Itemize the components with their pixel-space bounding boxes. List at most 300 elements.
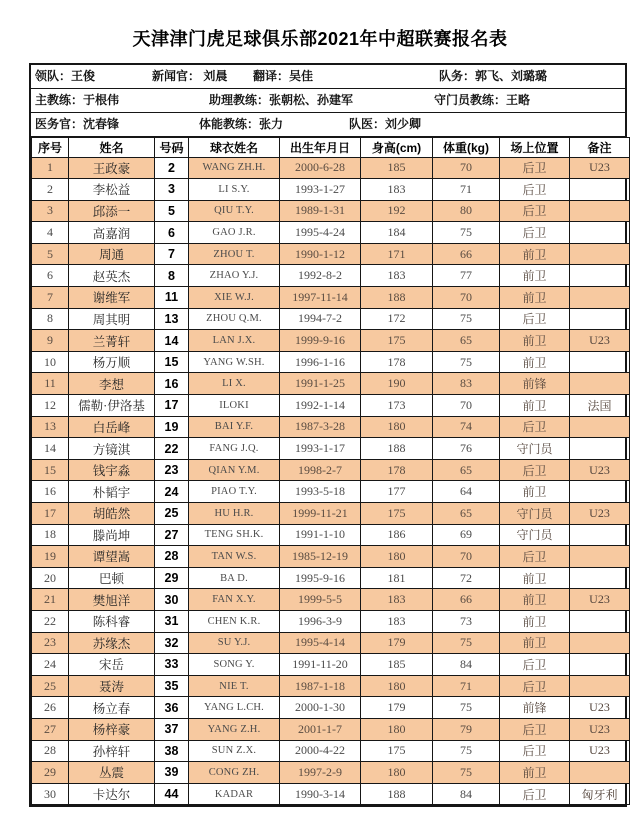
cell-position: 后卫 — [500, 740, 570, 762]
cell-name: 杨万顺 — [69, 351, 155, 373]
cell-birthdate: 1999-5-5 — [280, 589, 361, 611]
roster-row — [32, 179, 630, 201]
cell-weight: 75 — [433, 222, 500, 244]
cell-weight: 66 — [433, 589, 500, 611]
cell-jersey-name: TAN W.S. — [189, 546, 280, 568]
roster-row — [32, 697, 630, 719]
cell-jersey-name: BA D. — [189, 567, 280, 589]
cell-jersey-name: FANG J.Q. — [189, 438, 280, 460]
cell-number: 33 — [155, 654, 189, 676]
cell-index: 20 — [32, 567, 69, 589]
cell-birthdate: 1995-4-24 — [280, 222, 361, 244]
cell-number: 3 — [155, 179, 189, 201]
cell-jersey-name: ZHAO Y.J. — [189, 265, 280, 287]
roster-row — [32, 589, 630, 611]
cell-weight: 84 — [433, 654, 500, 676]
cell-weight: 69 — [433, 524, 500, 546]
cell-number: 7 — [155, 243, 189, 265]
cell-index: 2 — [32, 179, 69, 201]
cell-number: 13 — [155, 308, 189, 330]
staff-row-coaches — [31, 89, 625, 113]
cell-birthdate: 1991-11-20 — [280, 654, 361, 676]
cell-number: 25 — [155, 503, 189, 525]
roster-row — [32, 481, 630, 503]
staff-row-leaders — [31, 65, 625, 89]
cell-height: 179 — [361, 632, 433, 654]
cell-height: 184 — [361, 222, 433, 244]
cell-birthdate: 1989-1-31 — [280, 200, 361, 222]
cell-number: 27 — [155, 524, 189, 546]
cell-note — [570, 416, 630, 438]
cell-name: 聂涛 — [69, 675, 155, 697]
roster-header-row — [32, 138, 630, 158]
cell-index: 13 — [32, 416, 69, 438]
cell-name: 兰菁轩 — [69, 330, 155, 352]
cell-birthdate: 1987-3-28 — [280, 416, 361, 438]
cell-index: 1 — [32, 157, 69, 179]
cell-index: 14 — [32, 438, 69, 460]
cell-jersey-name: TENG SH.K. — [189, 524, 280, 546]
staff-entry: 新闻官： 刘晨 — [152, 69, 228, 83]
cell-index: 16 — [32, 481, 69, 503]
cell-weight: 70 — [433, 395, 500, 417]
cell-jersey-name: WANG ZH.H. — [189, 157, 280, 179]
cell-note: 匈牙利 — [570, 783, 630, 805]
cell-name: 谢维军 — [69, 287, 155, 309]
cell-name: 方镜淇 — [69, 438, 155, 460]
cell-number: 38 — [155, 740, 189, 762]
cell-height: 179 — [361, 697, 433, 719]
cell-position: 后卫 — [500, 200, 570, 222]
cell-birthdate: 1993-5-18 — [280, 481, 361, 503]
cell-position: 前卫 — [500, 265, 570, 287]
cell-name: 丛震 — [69, 762, 155, 784]
cell-weight: 76 — [433, 438, 500, 460]
roster-table — [31, 137, 630, 805]
cell-birthdate: 1995-9-16 — [280, 567, 361, 589]
cell-jersey-name: KADAR — [189, 783, 280, 805]
cell-height: 188 — [361, 783, 433, 805]
cell-weight: 73 — [433, 610, 500, 632]
cell-position: 后卫 — [500, 546, 570, 568]
cell-height: 180 — [361, 762, 433, 784]
cell-note: U23 — [570, 503, 630, 525]
cell-name: 陈科睿 — [69, 610, 155, 632]
cell-name: 卡达尔 — [69, 783, 155, 805]
cell-weight: 72 — [433, 567, 500, 589]
roster-row — [32, 243, 630, 265]
roster-row — [32, 524, 630, 546]
cell-position: 前卫 — [500, 287, 570, 309]
cell-number: 15 — [155, 351, 189, 373]
cell-position: 后卫 — [500, 416, 570, 438]
cell-number: 44 — [155, 783, 189, 805]
cell-jersey-name: YANG W.SH. — [189, 351, 280, 373]
cell-birthdate: 1997-11-14 — [280, 287, 361, 309]
cell-note — [570, 200, 630, 222]
cell-position: 前卫 — [500, 567, 570, 589]
staff-entry: 主教练：于根伟 — [35, 93, 120, 107]
cell-height: 178 — [361, 351, 433, 373]
cell-birthdate: 1996-3-9 — [280, 610, 361, 632]
column-header: 出生年月日 — [280, 138, 361, 158]
cell-weight: 75 — [433, 697, 500, 719]
cell-index: 5 — [32, 243, 69, 265]
cell-weight: 71 — [433, 675, 500, 697]
cell-jersey-name: CHEN K.R. — [189, 610, 280, 632]
cell-note — [570, 287, 630, 309]
roster-row — [32, 308, 630, 330]
cell-jersey-name: FAN X.Y. — [189, 589, 280, 611]
cell-name: 周其明 — [69, 308, 155, 330]
cell-weight: 65 — [433, 459, 500, 481]
cell-height: 185 — [361, 654, 433, 676]
cell-jersey-name: LI S.Y. — [189, 179, 280, 201]
cell-note — [570, 179, 630, 201]
cell-birthdate: 2000-6-28 — [280, 157, 361, 179]
cell-position: 前卫 — [500, 395, 570, 417]
roster-row — [32, 395, 630, 417]
cell-position: 守门员 — [500, 524, 570, 546]
staff-entry: 守门员教练：王略 — [434, 93, 531, 107]
cell-name: 苏缘杰 — [69, 632, 155, 654]
cell-height: 175 — [361, 740, 433, 762]
cell-note — [570, 373, 630, 395]
cell-position: 前卫 — [500, 610, 570, 632]
cell-weight: 75 — [433, 740, 500, 762]
roster-row — [32, 330, 630, 352]
cell-number: 28 — [155, 546, 189, 568]
cell-note — [570, 351, 630, 373]
cell-note — [570, 243, 630, 265]
roster-row — [32, 200, 630, 222]
roster-row — [32, 654, 630, 676]
cell-position: 前卫 — [500, 589, 570, 611]
cell-name: 樊旭洋 — [69, 589, 155, 611]
roster-row — [32, 610, 630, 632]
cell-height: 183 — [361, 610, 433, 632]
cell-index: 17 — [32, 503, 69, 525]
roster-row — [32, 762, 630, 784]
cell-jersey-name: CONG ZH. — [189, 762, 280, 784]
cell-number: 5 — [155, 200, 189, 222]
cell-name: 王政豪 — [69, 157, 155, 179]
cell-weight: 74 — [433, 416, 500, 438]
cell-height: 188 — [361, 438, 433, 460]
cell-birthdate: 1994-7-2 — [280, 308, 361, 330]
cell-index: 18 — [32, 524, 69, 546]
cell-birthdate: 1991-1-10 — [280, 524, 361, 546]
cell-position: 前卫 — [500, 243, 570, 265]
cell-index: 10 — [32, 351, 69, 373]
roster-row — [32, 503, 630, 525]
cell-weight: 70 — [433, 157, 500, 179]
cell-height: 180 — [361, 675, 433, 697]
staff-entry: 领队：王俊 — [35, 69, 96, 83]
cell-note: U23 — [570, 589, 630, 611]
cell-jersey-name: YANG L.CH. — [189, 697, 280, 719]
cell-index: 26 — [32, 697, 69, 719]
cell-birthdate: 1993-1-27 — [280, 179, 361, 201]
cell-note — [570, 546, 630, 568]
cell-name: 李松益 — [69, 179, 155, 201]
cell-position: 前卫 — [500, 481, 570, 503]
cell-position: 前卫 — [500, 762, 570, 784]
cell-height: 172 — [361, 308, 433, 330]
roster-row — [32, 718, 630, 740]
roster-document-frame — [29, 63, 627, 807]
cell-weight: 75 — [433, 762, 500, 784]
staff-entry: 队医：刘少卿 — [349, 117, 422, 131]
cell-jersey-name: SU Y.J. — [189, 632, 280, 654]
cell-index: 29 — [32, 762, 69, 784]
cell-birthdate: 1990-3-14 — [280, 783, 361, 805]
cell-jersey-name: SUN Z.X. — [189, 740, 280, 762]
cell-number: 16 — [155, 373, 189, 395]
cell-position: 守门员 — [500, 503, 570, 525]
cell-position: 后卫 — [500, 308, 570, 330]
cell-index: 19 — [32, 546, 69, 568]
cell-birthdate: 1993-1-17 — [280, 438, 361, 460]
cell-height: 180 — [361, 416, 433, 438]
cell-birthdate: 1991-1-25 — [280, 373, 361, 395]
cell-note — [570, 762, 630, 784]
cell-name: 李想 — [69, 373, 155, 395]
cell-name: 谭望嵩 — [69, 546, 155, 568]
cell-birthdate: 1985-12-19 — [280, 546, 361, 568]
cell-number: 32 — [155, 632, 189, 654]
column-header: 姓名 — [69, 138, 155, 158]
cell-number: 22 — [155, 438, 189, 460]
cell-position: 后卫 — [500, 459, 570, 481]
cell-number: 39 — [155, 762, 189, 784]
cell-note — [570, 610, 630, 632]
cell-height: 183 — [361, 265, 433, 287]
cell-position: 守门员 — [500, 438, 570, 460]
cell-height: 185 — [361, 157, 433, 179]
cell-weight: 64 — [433, 481, 500, 503]
cell-name: 高嘉润 — [69, 222, 155, 244]
cell-weight: 75 — [433, 632, 500, 654]
cell-index: 3 — [32, 200, 69, 222]
cell-name: 杨立春 — [69, 697, 155, 719]
roster-row — [32, 351, 630, 373]
roster-row — [32, 783, 630, 805]
cell-birthdate: 2001-1-7 — [280, 718, 361, 740]
roster-row — [32, 675, 630, 697]
cell-height: 175 — [361, 330, 433, 352]
roster-row — [32, 438, 630, 460]
cell-number: 2 — [155, 157, 189, 179]
cell-index: 30 — [32, 783, 69, 805]
cell-index: 21 — [32, 589, 69, 611]
cell-jersey-name: ZHOU T. — [189, 243, 280, 265]
cell-number: 35 — [155, 675, 189, 697]
cell-weight: 75 — [433, 308, 500, 330]
cell-number: 31 — [155, 610, 189, 632]
roster-row — [32, 632, 630, 654]
cell-name: 钱宇淼 — [69, 459, 155, 481]
cell-height: 181 — [361, 567, 433, 589]
cell-height: 180 — [361, 546, 433, 568]
cell-jersey-name: BAI Y.F. — [189, 416, 280, 438]
cell-position: 后卫 — [500, 718, 570, 740]
cell-position: 后卫 — [500, 157, 570, 179]
cell-birthdate: 1990-1-12 — [280, 243, 361, 265]
cell-jersey-name: HU H.R. — [189, 503, 280, 525]
cell-note — [570, 308, 630, 330]
cell-jersey-name: YANG Z.H. — [189, 718, 280, 740]
cell-number: 36 — [155, 697, 189, 719]
cell-note — [570, 632, 630, 654]
cell-note — [570, 481, 630, 503]
cell-jersey-name: XIE W.J. — [189, 287, 280, 309]
roster-row — [32, 416, 630, 438]
cell-birthdate: 1998-2-7 — [280, 459, 361, 481]
cell-index: 6 — [32, 265, 69, 287]
roster-row — [32, 459, 630, 481]
column-header: 球衣姓名 — [189, 138, 280, 158]
cell-number: 24 — [155, 481, 189, 503]
cell-number: 30 — [155, 589, 189, 611]
cell-name: 赵英杰 — [69, 265, 155, 287]
cell-height: 180 — [361, 718, 433, 740]
column-header: 序号 — [32, 138, 69, 158]
cell-name: 孙梓轩 — [69, 740, 155, 762]
cell-position: 前卫 — [500, 632, 570, 654]
cell-number: 11 — [155, 287, 189, 309]
cell-jersey-name: SONG Y. — [189, 654, 280, 676]
cell-index: 8 — [32, 308, 69, 330]
cell-note — [570, 675, 630, 697]
cell-index: 23 — [32, 632, 69, 654]
cell-name: 滕尚坤 — [69, 524, 155, 546]
cell-weight: 66 — [433, 243, 500, 265]
cell-jersey-name: PIAO T.Y. — [189, 481, 280, 503]
roster-row — [32, 157, 630, 179]
column-header: 体重(kg) — [433, 138, 500, 158]
cell-position: 前锋 — [500, 373, 570, 395]
cell-weight: 84 — [433, 783, 500, 805]
cell-weight: 79 — [433, 718, 500, 740]
cell-name: 儒勒·伊洛基 — [69, 395, 155, 417]
cell-jersey-name: ILOKI — [189, 395, 280, 417]
cell-note — [570, 222, 630, 244]
cell-weight: 75 — [433, 351, 500, 373]
cell-position: 前卫 — [500, 330, 570, 352]
cell-note: U23 — [570, 718, 630, 740]
staff-entry: 翻译：吴佳 — [253, 69, 314, 83]
cell-weight: 70 — [433, 546, 500, 568]
roster-body — [32, 157, 630, 805]
cell-index: 27 — [32, 718, 69, 740]
staff-entry: 助理教练：张朝松、孙建军 — [209, 93, 354, 107]
cell-jersey-name: QIAN Y.M. — [189, 459, 280, 481]
cell-jersey-name: LI X. — [189, 373, 280, 395]
cell-position: 后卫 — [500, 675, 570, 697]
cell-position: 后卫 — [500, 222, 570, 244]
roster-row — [32, 567, 630, 589]
cell-name: 周通 — [69, 243, 155, 265]
cell-note — [570, 654, 630, 676]
cell-note — [570, 438, 630, 460]
roster-row — [32, 265, 630, 287]
column-header: 号码 — [155, 138, 189, 158]
cell-position: 后卫 — [500, 179, 570, 201]
cell-index: 4 — [32, 222, 69, 244]
cell-height: 183 — [361, 589, 433, 611]
cell-height: 190 — [361, 373, 433, 395]
column-header: 身高(cm) — [361, 138, 433, 158]
cell-height: 177 — [361, 481, 433, 503]
cell-name: 胡皓然 — [69, 503, 155, 525]
cell-jersey-name: ZHOU Q.M. — [189, 308, 280, 330]
cell-birthdate: 1997-2-9 — [280, 762, 361, 784]
cell-weight: 70 — [433, 287, 500, 309]
cell-height: 178 — [361, 459, 433, 481]
staff-entry: 队务：郭飞、刘璐璐 — [439, 69, 548, 83]
cell-index: 9 — [32, 330, 69, 352]
cell-index: 25 — [32, 675, 69, 697]
cell-name: 宋岳 — [69, 654, 155, 676]
staff-entry: 体能教练：张力 — [199, 117, 284, 131]
cell-birthdate: 1992-8-2 — [280, 265, 361, 287]
cell-number: 14 — [155, 330, 189, 352]
cell-index: 28 — [32, 740, 69, 762]
roster-row — [32, 546, 630, 568]
page-title: 天津津门虎足球俱乐部2021年中超联赛报名表 — [132, 29, 508, 49]
cell-number: 17 — [155, 395, 189, 417]
cell-note — [570, 265, 630, 287]
cell-birthdate: 1987-1-18 — [280, 675, 361, 697]
cell-height: 173 — [361, 395, 433, 417]
cell-birthdate: 1999-9-16 — [280, 330, 361, 352]
cell-jersey-name: NIE T. — [189, 675, 280, 697]
cell-note: 法国 — [570, 395, 630, 417]
cell-position: 前锋 — [500, 697, 570, 719]
staff-entry: 医务官：沈春锋 — [35, 117, 120, 131]
cell-index: 7 — [32, 287, 69, 309]
cell-note: U23 — [570, 157, 630, 179]
cell-note: U23 — [570, 697, 630, 719]
cell-height: 175 — [361, 503, 433, 525]
staff-row-medical — [31, 113, 625, 137]
cell-number: 37 — [155, 718, 189, 740]
cell-index: 22 — [32, 610, 69, 632]
cell-position: 后卫 — [500, 783, 570, 805]
cell-height: 192 — [361, 200, 433, 222]
cell-note — [570, 524, 630, 546]
cell-weight: 71 — [433, 179, 500, 201]
cell-name: 邱添一 — [69, 200, 155, 222]
cell-note: U23 — [570, 740, 630, 762]
cell-jersey-name: LAN J.X. — [189, 330, 280, 352]
cell-birthdate: 2000-1-30 — [280, 697, 361, 719]
cell-number: 8 — [155, 265, 189, 287]
cell-jersey-name: QIU T.Y. — [189, 200, 280, 222]
cell-height: 186 — [361, 524, 433, 546]
cell-name: 杨梓豪 — [69, 718, 155, 740]
cell-birthdate: 1999-11-21 — [280, 503, 361, 525]
cell-height: 188 — [361, 287, 433, 309]
cell-index: 12 — [32, 395, 69, 417]
roster-row — [32, 287, 630, 309]
cell-weight: 83 — [433, 373, 500, 395]
roster-row — [32, 373, 630, 395]
cell-note — [570, 567, 630, 589]
cell-number: 6 — [155, 222, 189, 244]
cell-weight: 77 — [433, 265, 500, 287]
